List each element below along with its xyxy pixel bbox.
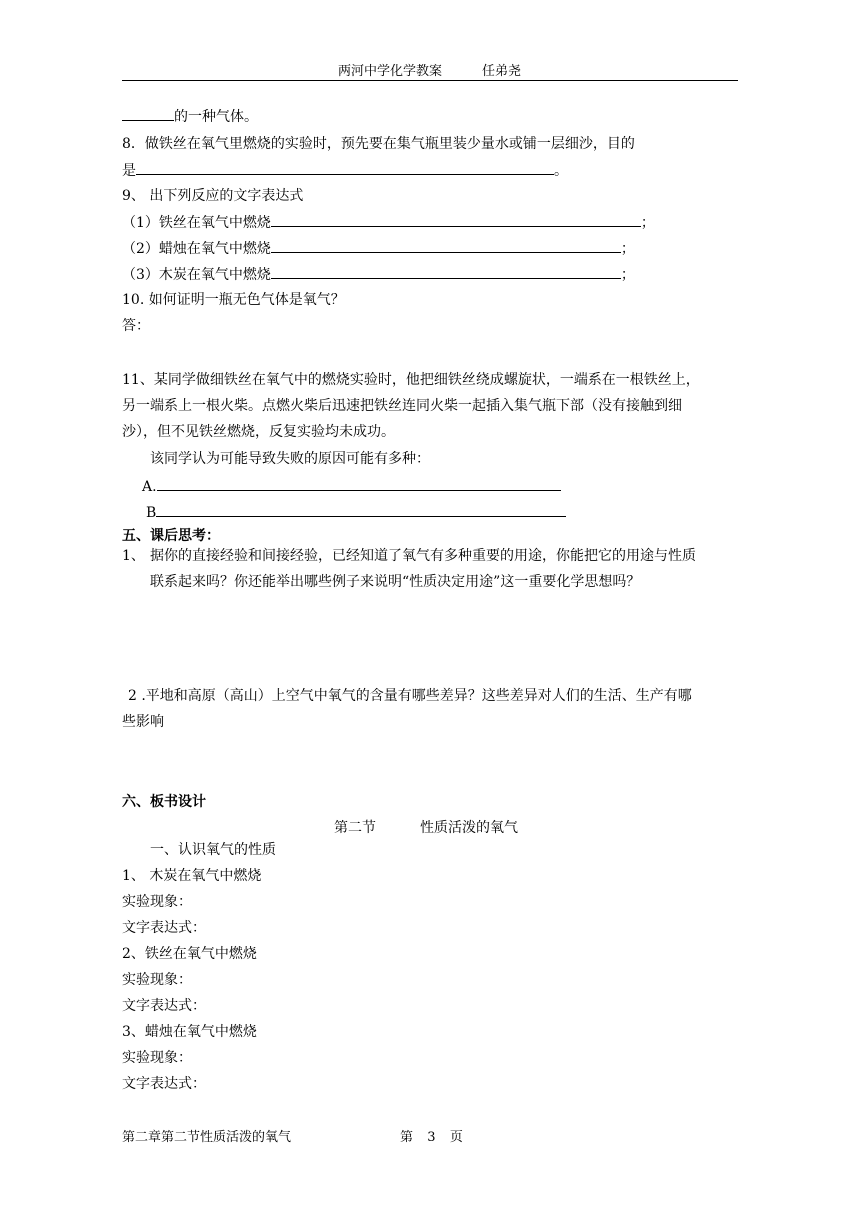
answer-blank — [483, 212, 641, 227]
section5-q1-line1: 据你的直接经验和间接经验，已经知道了氧气有多种重要的用途，你能把它的用途与性质 — [150, 548, 696, 564]
footer-chapter: 第二章第二节性质活泼的氧气 — [122, 1130, 292, 1145]
answer-blank — [156, 502, 566, 517]
q9-item-3 — [122, 264, 635, 285]
option-a-label: A. — [142, 479, 157, 495]
section5-q1-num: 1、 — [122, 548, 145, 564]
q11-line4: 该同学认为可能导致失败的原因可能有多种： — [150, 451, 430, 467]
board-title-right: 性质活泼的氧气 — [420, 820, 518, 836]
footer-page-number: 3 — [427, 1130, 436, 1145]
q11-line2: 另一端系上一根火柴。点燃火柴后迅速把铁丝连同火柴一起插入集气瓶下部（没有接触到细 — [122, 398, 682, 414]
q8-prefix: 是 — [122, 163, 136, 179]
q10-question: 10. 如何证明一瓶无色气体是氧气？ — [122, 292, 345, 308]
footer-page — [400, 1128, 463, 1148]
header-school: 两河中学化学教案 — [338, 64, 443, 79]
answer-blank — [271, 238, 459, 253]
q9-title: 9、 出下列反应的文字表达式 — [122, 188, 304, 204]
section5-title: 五、课后思考： — [122, 528, 220, 544]
q9-item-end: ； — [640, 215, 655, 231]
board-title-left: 第二节 — [334, 820, 376, 836]
answer-blank — [271, 212, 483, 227]
q7-tail-line — [122, 106, 258, 127]
option-b-label: B — [146, 505, 157, 521]
answer-blank — [157, 476, 561, 491]
q11-line1: 11、某同学做细铁丝在氧气中的燃烧实验时，他把细铁丝绕成螺旋状，一端系在一根铁丝上， — [122, 372, 700, 388]
q11-line3: 沙），但不见铁丝燃烧，反复实验均未成功。 — [122, 424, 395, 440]
board-item-1-expression: 文字表达式： — [122, 920, 206, 936]
header-rule — [122, 80, 738, 81]
q9-item-label: （1）铁丝在氧气中燃烧 — [122, 215, 271, 231]
board-item-1-heading: 1、 木炭在氧气中燃烧 — [122, 868, 262, 884]
board-item-2-phenomenon: 实验现象： — [122, 972, 192, 988]
answer-blank — [122, 106, 174, 121]
answer-blank — [459, 238, 621, 253]
q9-item-label: （2）蜡烛在氧气中燃烧 — [122, 241, 271, 257]
q11-option-b — [146, 502, 566, 523]
answer-blank — [136, 160, 554, 175]
section5-q1-line2: 联系起来吗？你还能举出哪些例子来说明“性质决定用途”这一重要化学思想吗？ — [150, 574, 641, 590]
board-item-3-expression: 文字表达式： — [122, 1076, 206, 1092]
section6-title: 六、板书设计 — [122, 794, 206, 810]
q7-tail-text: 的一种气体。 — [174, 109, 258, 125]
q9-item-end: ； — [620, 267, 635, 283]
section5-q2-line2: 些影响 — [122, 714, 164, 730]
q10-answer-label: 答： — [122, 318, 150, 334]
q9-item-2 — [122, 238, 635, 259]
q9-item-end: ； — [620, 241, 635, 257]
section5-q2-line1: 2 .平地和高原（高山）上空气中氧气的含量有哪些差异？这些差异对人们的生活、生产有哪 — [128, 688, 692, 704]
board-item-1-phenomenon: 实验现象： — [122, 894, 192, 910]
board-item-2-heading: 2、铁丝在氧气中燃烧 — [122, 946, 257, 962]
board-item-2-expression: 文字表达式： — [122, 998, 206, 1014]
board-subtitle: 一、认识氧气的性质 — [150, 842, 276, 858]
q9-item-label: （3）木炭在氧气中燃烧 — [122, 267, 271, 283]
board-item-3-heading: 3、蜡烛在氧气中燃烧 — [122, 1024, 257, 1040]
q9-item-1 — [122, 212, 655, 233]
q8-line1: 8．做铁丝在氧气里燃烧的实验时，预先要在集气瓶里装少量水或铺一层细沙，目的 — [122, 136, 635, 152]
q8-suffix: 。 — [554, 163, 568, 179]
header-author: 任弟尧 — [482, 64, 522, 79]
footer-page-prefix: 第 — [400, 1130, 414, 1145]
answer-blank — [459, 264, 621, 279]
q11-option-a — [142, 476, 561, 497]
footer-page-suffix: 页 — [449, 1130, 463, 1145]
answer-blank — [271, 264, 459, 279]
board-item-3-phenomenon: 实验现象： — [122, 1050, 192, 1066]
q8-line2 — [122, 160, 568, 181]
